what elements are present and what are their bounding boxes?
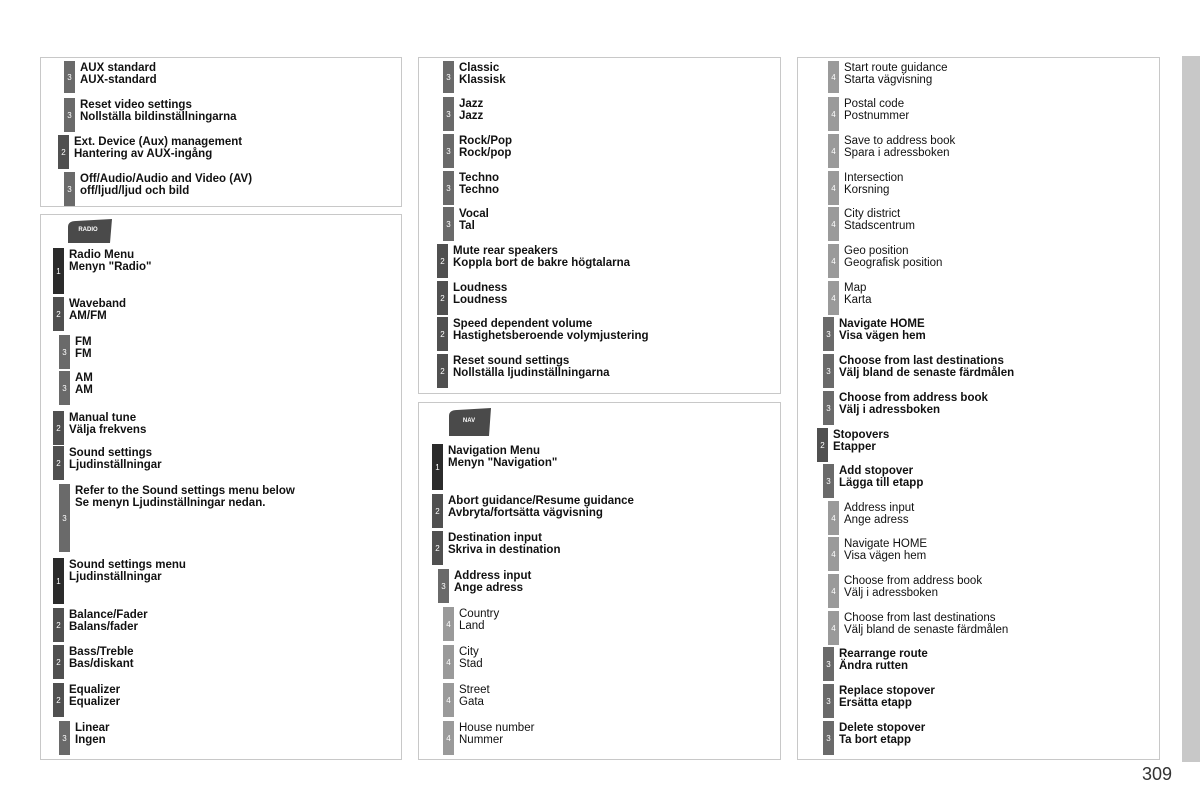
menu-item [459,62,506,86]
menu-item-english: Waveband [69,298,127,310]
menu-item-swedish: Välj i adressboken [844,587,938,599]
level-marker: 2 [432,494,443,528]
menu-item-english: Choose from last destinations [839,355,1004,367]
menu-item-swedish: Rock/pop [459,147,512,159]
menu-item-english: Ext. Device (Aux) management [74,136,243,148]
menu-item-swedish: Bas/diskant [69,658,134,670]
level-marker: 3 [64,61,75,93]
menu-item-english: Reset sound settings [453,355,570,367]
menu-item [844,172,903,196]
menu-item-swedish: Koppla bort de bakre högtalarna [453,257,630,269]
menu-item-swedish: Välj bland de senaste färdmålen [839,367,1015,379]
menu-item [459,208,489,232]
menu-item-swedish: Visa vägen hem [839,330,926,342]
menu-item-swedish: Ändra rutten [839,660,908,672]
menu-item-english: Choose from address book [839,392,988,404]
menu-item-swedish: Gata [459,696,484,708]
menu-item-swedish: Välj bland de senaste färdmålen [844,624,1009,636]
level-marker: 4 [443,721,454,755]
menu-item [74,136,242,160]
side-tab [1182,56,1200,762]
menu-item-english: Add stopover [839,465,914,477]
level-marker: 3 [64,98,75,132]
level-marker: 4 [443,607,454,641]
menu-item-english: Equalizer [69,684,121,696]
menu-item [459,722,534,746]
level-marker: 2 [53,446,64,480]
menu-item-english: Radio Menu [69,249,135,261]
level-marker: 1 [53,248,64,294]
menu-item-swedish: Menyn "Navigation" [448,457,558,469]
menu-item [69,684,120,708]
radio-badge [64,219,112,245]
menu-item-english: Loudness [453,282,508,294]
menu-item-english: City district [844,208,901,220]
menu-item-swedish: Etapper [833,441,876,453]
menu-item-swedish: Stadscentrum [844,220,915,232]
menu-item-english: Navigate HOME [839,318,925,330]
menu-item-english: Start route guidance [844,62,948,74]
menu-item [453,245,630,269]
menu-item [844,612,1008,636]
level-marker: 2 [53,683,64,717]
level-marker: 3 [59,371,70,405]
level-marker: 2 [437,317,448,351]
level-marker: 2 [53,608,64,642]
menu-item [69,249,151,273]
menu-item [844,282,872,306]
menu-item [839,465,923,489]
menu-item [69,609,148,633]
level-marker: 4 [828,611,839,645]
menu-item-swedish: AM [75,384,93,396]
menu-item-swedish: Korsning [844,184,890,196]
menu-item [833,429,889,453]
menu-item-swedish: Nollställa ljudinställningarna [453,367,610,379]
menu-item [459,684,490,708]
menu-item-english: Manual tune [69,412,137,424]
menu-item [448,445,557,469]
nav-badge-label: NAV [462,418,476,424]
level-marker: 3 [59,484,70,552]
menu-item-english: FM [75,336,92,348]
level-marker: 4 [828,207,839,241]
menu-item-swedish: Välj i adressboken [839,404,940,416]
level-marker: 2 [437,244,448,278]
level-marker: 3 [64,172,75,206]
menu-item-english: Save to address book [844,135,956,147]
level-marker: 3 [443,134,454,168]
menu-item-swedish: FM [75,348,92,360]
radio-badge-label: RADIO [78,227,98,233]
menu-item [844,98,909,122]
menu-item-swedish: Ange adress [454,582,524,594]
menu-item [844,208,915,232]
menu-item-swedish: Visa vägen hem [844,550,927,562]
menu-item [80,173,252,197]
menu-item-english: Linear [75,722,110,734]
menu-item-english: Choose from last destinations [844,612,996,624]
menu-item-english: Off/Audio/Audio and Video (AV) [80,173,253,185]
menu-item-swedish: Equalizer [69,696,121,708]
menu-item-swedish: Nollställa bildinställningarna [80,111,237,123]
menu-item-english: Reset video settings [80,99,192,111]
level-marker: 4 [443,683,454,717]
menu-item [69,646,134,670]
menu-item-swedish: Land [459,620,485,632]
menu-item-english: Postal code [844,98,905,110]
menu-item-english: Address input [454,570,532,582]
level-marker: 4 [828,171,839,205]
menu-item-english: Bass/Treble [69,646,134,658]
level-marker: 4 [828,61,839,93]
menu-item-swedish: Ljudinställningar [69,459,162,471]
menu-item-english: Destination input [448,532,542,544]
menu-item-swedish: Balans/fader [69,621,139,633]
level-marker: 2 [53,297,64,331]
menu-item-english: Address input [844,502,915,514]
menu-item [448,532,560,556]
level-marker: 2 [58,135,69,169]
level-marker: 3 [443,97,454,131]
level-marker: 2 [53,645,64,679]
menu-item-swedish: Ersätta etapp [839,697,912,709]
level-marker: 3 [443,207,454,241]
menu-item-english: Map [844,282,867,294]
menu-item-swedish: Se menyn Ljudinställningar nedan. [75,497,266,509]
level-marker: 3 [823,354,834,388]
menu-item [459,135,512,159]
level-marker: 3 [438,569,449,603]
menu-item [839,685,935,709]
menu-item [839,355,1014,379]
menu-item [844,538,927,562]
menu-item-english: Abort guidance/Resume guidance [448,495,634,507]
menu-item-english: Navigation Menu [448,445,541,457]
level-marker: 3 [823,391,834,425]
menu-item [839,648,928,672]
menu-item [453,355,610,379]
menu-item-swedish: AUX-standard [80,74,157,86]
menu-item-swedish: Menyn "Radio" [69,261,152,273]
menu-item-swedish: Skriva in destination [448,544,561,556]
menu-item-english: Country [459,608,500,620]
menu-item-swedish: Ingen [75,734,106,746]
menu-item [459,608,499,632]
menu-item-english: AUX standard [80,62,157,74]
menu-item-english: Geo position [844,245,909,257]
menu-item-swedish: Techno [459,184,500,196]
menu-item-swedish: Ange adress [844,514,909,526]
level-marker: 3 [59,335,70,369]
menu-item-swedish: Karta [844,294,872,306]
page-number: 309 [1141,764,1172,784]
menu-item-swedish: Loudness [453,294,508,306]
level-marker: 2 [53,411,64,445]
level-marker: 3 [823,684,834,718]
level-marker: 4 [828,537,839,571]
menu-item [453,282,507,306]
level-marker: 4 [828,501,839,535]
level-marker: 3 [823,647,834,681]
level-marker: 3 [823,721,834,755]
menu-item [453,318,649,342]
menu-item-english: Navigate HOME [844,538,928,550]
menu-item [839,722,925,746]
menu-item-english: Rock/Pop [459,135,513,147]
menu-item [844,62,948,86]
menu-item-english: AM [75,372,93,384]
menu-item-english: City [459,646,479,658]
menu-item-swedish: Ljudinställningar [69,571,162,583]
menu-item [75,722,110,746]
menu-item-swedish: Nummer [459,734,504,746]
menu-item-swedish: AM/FM [69,310,107,322]
menu-item-english: Jazz [459,98,484,110]
menu-item-english: Street [459,684,490,696]
menu-item-english: Classic [459,62,500,74]
menu-item-swedish: Jazz [459,110,484,122]
menu-item-swedish: Stad [459,658,483,670]
menu-item [69,298,126,322]
level-marker: 3 [823,464,834,498]
menu-item-english: Stopovers [833,429,890,441]
menu-item-english: Vocal [459,208,489,220]
menu-item-swedish: Lägga till etapp [839,477,924,489]
level-marker: 3 [443,171,454,205]
menu-item-swedish: Postnummer [844,110,910,122]
menu-item-english: Intersection [844,172,904,184]
level-marker: 4 [828,281,839,315]
menu-item [459,98,483,122]
menu-item [448,495,634,519]
menu-item [844,245,942,269]
nav-badge [445,408,493,434]
menu-item [459,172,499,196]
menu-item [844,502,914,526]
menu-item [75,372,93,396]
menu-item [80,62,157,86]
menu-item-english: Speed dependent volume [453,318,593,330]
menu-item-english: Replace stopover [839,685,935,697]
menu-item-swedish: Klassisk [459,74,506,86]
menu-item-swedish: off/ljud/ljud och bild [80,185,190,197]
menu-item-english: House number [459,722,535,734]
menu-item [844,135,955,159]
menu-item-swedish: Geografisk position [844,257,943,269]
menu-item-swedish: Starta vägvisning [844,74,933,86]
menu-item [69,447,162,471]
menu-item-english: Sound settings menu [69,559,186,571]
menu-item [69,412,146,436]
menu-item-swedish: Hantering av AUX-ingång [74,148,213,160]
level-marker: 4 [828,97,839,131]
level-marker: 4 [828,134,839,168]
menu-item-english: Techno [459,172,500,184]
level-marker: 4 [828,244,839,278]
menu-item-swedish: Hastighetsberoende volymjustering [453,330,649,342]
menu-item-english: Refer to the Sound settings menu below [75,485,295,497]
menu-item [80,99,237,123]
menu-item-swedish: Ta bort etapp [839,734,911,746]
level-marker: 1 [53,558,64,604]
level-marker: 3 [823,317,834,351]
menu-item [459,646,483,670]
menu-item [75,336,92,360]
menu-item [69,559,186,583]
menu-item-english: Mute rear speakers [453,245,558,257]
menu-item-english: Choose from address book [844,575,983,587]
level-marker: 4 [443,645,454,679]
menu-item-swedish: Avbryta/fortsätta vägvisning [448,507,603,519]
menu-item-swedish: Spara i adressboken [844,147,950,159]
menu-item-english: Balance/Fader [69,609,148,621]
menu-item [75,485,295,509]
menu-item-english: Rearrange route [839,648,928,660]
menu-item [839,392,988,416]
level-marker: 1 [432,444,443,490]
level-marker: 3 [59,721,70,755]
level-marker: 2 [437,281,448,315]
level-marker: 2 [817,428,828,462]
level-marker: 3 [443,61,454,93]
menu-item [839,318,926,342]
menu-item-english: Sound settings [69,447,153,459]
menu-item [454,570,531,594]
menu-item [844,575,982,599]
menu-item-swedish: Välja frekvens [69,424,147,436]
level-marker: 2 [432,531,443,565]
level-marker: 2 [437,354,448,388]
menu-item-swedish: Tal [459,220,475,232]
level-marker: 4 [828,574,839,608]
menu-item-english: Delete stopover [839,722,926,734]
